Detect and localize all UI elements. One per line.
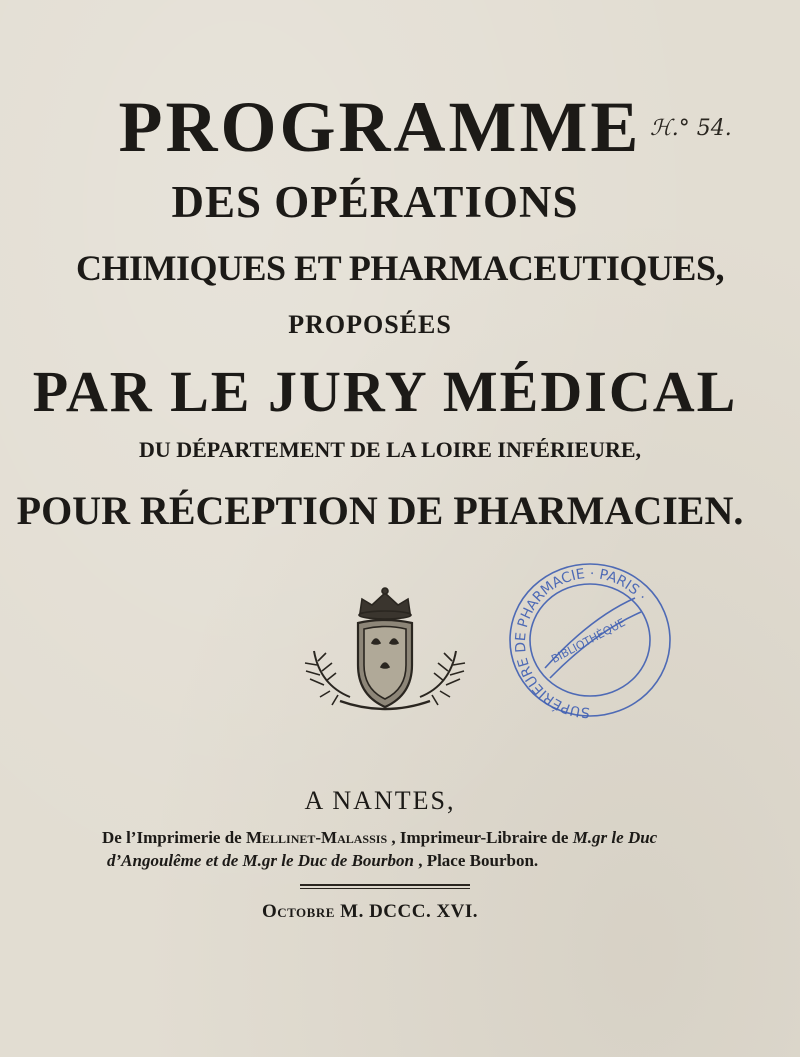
title-chimiques: CHIMIQUES ET PHARMACEUTIQUES, <box>76 248 724 288</box>
shelf-mark: ℋ.° 54. <box>650 116 732 141</box>
title-reception: POUR RÉCEPTION DE PHARMACIEN. <box>16 488 744 533</box>
stamp-center-text: BIBLIOTHÈQUE <box>549 615 628 666</box>
stamp-ring-text: SUPÉRIEURE DE PHARMACIE · PARIS · <box>512 565 650 721</box>
imprint-line-1 <box>102 826 742 849</box>
imprint-text-a: De l’Imprimerie de <box>102 828 246 847</box>
title-jury-medical: PAR LE JURY MÉDICAL <box>32 359 738 424</box>
title-programme: PROGRAMME <box>118 87 642 167</box>
imprint-patrons: d’Angoulême et de M.gr le Duc de Bourbon <box>107 851 414 870</box>
title-departement: DU DÉPARTEMENT DE LA LOIRE INFÉRIEURE, <box>138 437 642 462</box>
imprint-place: A NANTES, <box>304 786 456 815</box>
publication-date: Octobre M. DCCC. XVI. <box>261 901 479 922</box>
double-rule-top <box>300 884 470 886</box>
title-operations: DES OPÉRATIONS <box>171 177 579 227</box>
double-rule-bottom <box>300 888 470 889</box>
imprint-line-2 <box>107 849 747 872</box>
imprint-text-b: , Imprimeur-Libraire de <box>387 828 573 847</box>
imprint-text-c: M.gr le Duc <box>572 828 658 847</box>
title-proposees: PROPOSÉES <box>288 310 452 339</box>
imprint-address: , Place Bourbon. <box>413 851 539 870</box>
printer-name: Mellinet-Malassis <box>245 828 388 847</box>
royal-arms-emblem-icon <box>300 585 470 720</box>
library-stamp-icon <box>505 558 675 723</box>
